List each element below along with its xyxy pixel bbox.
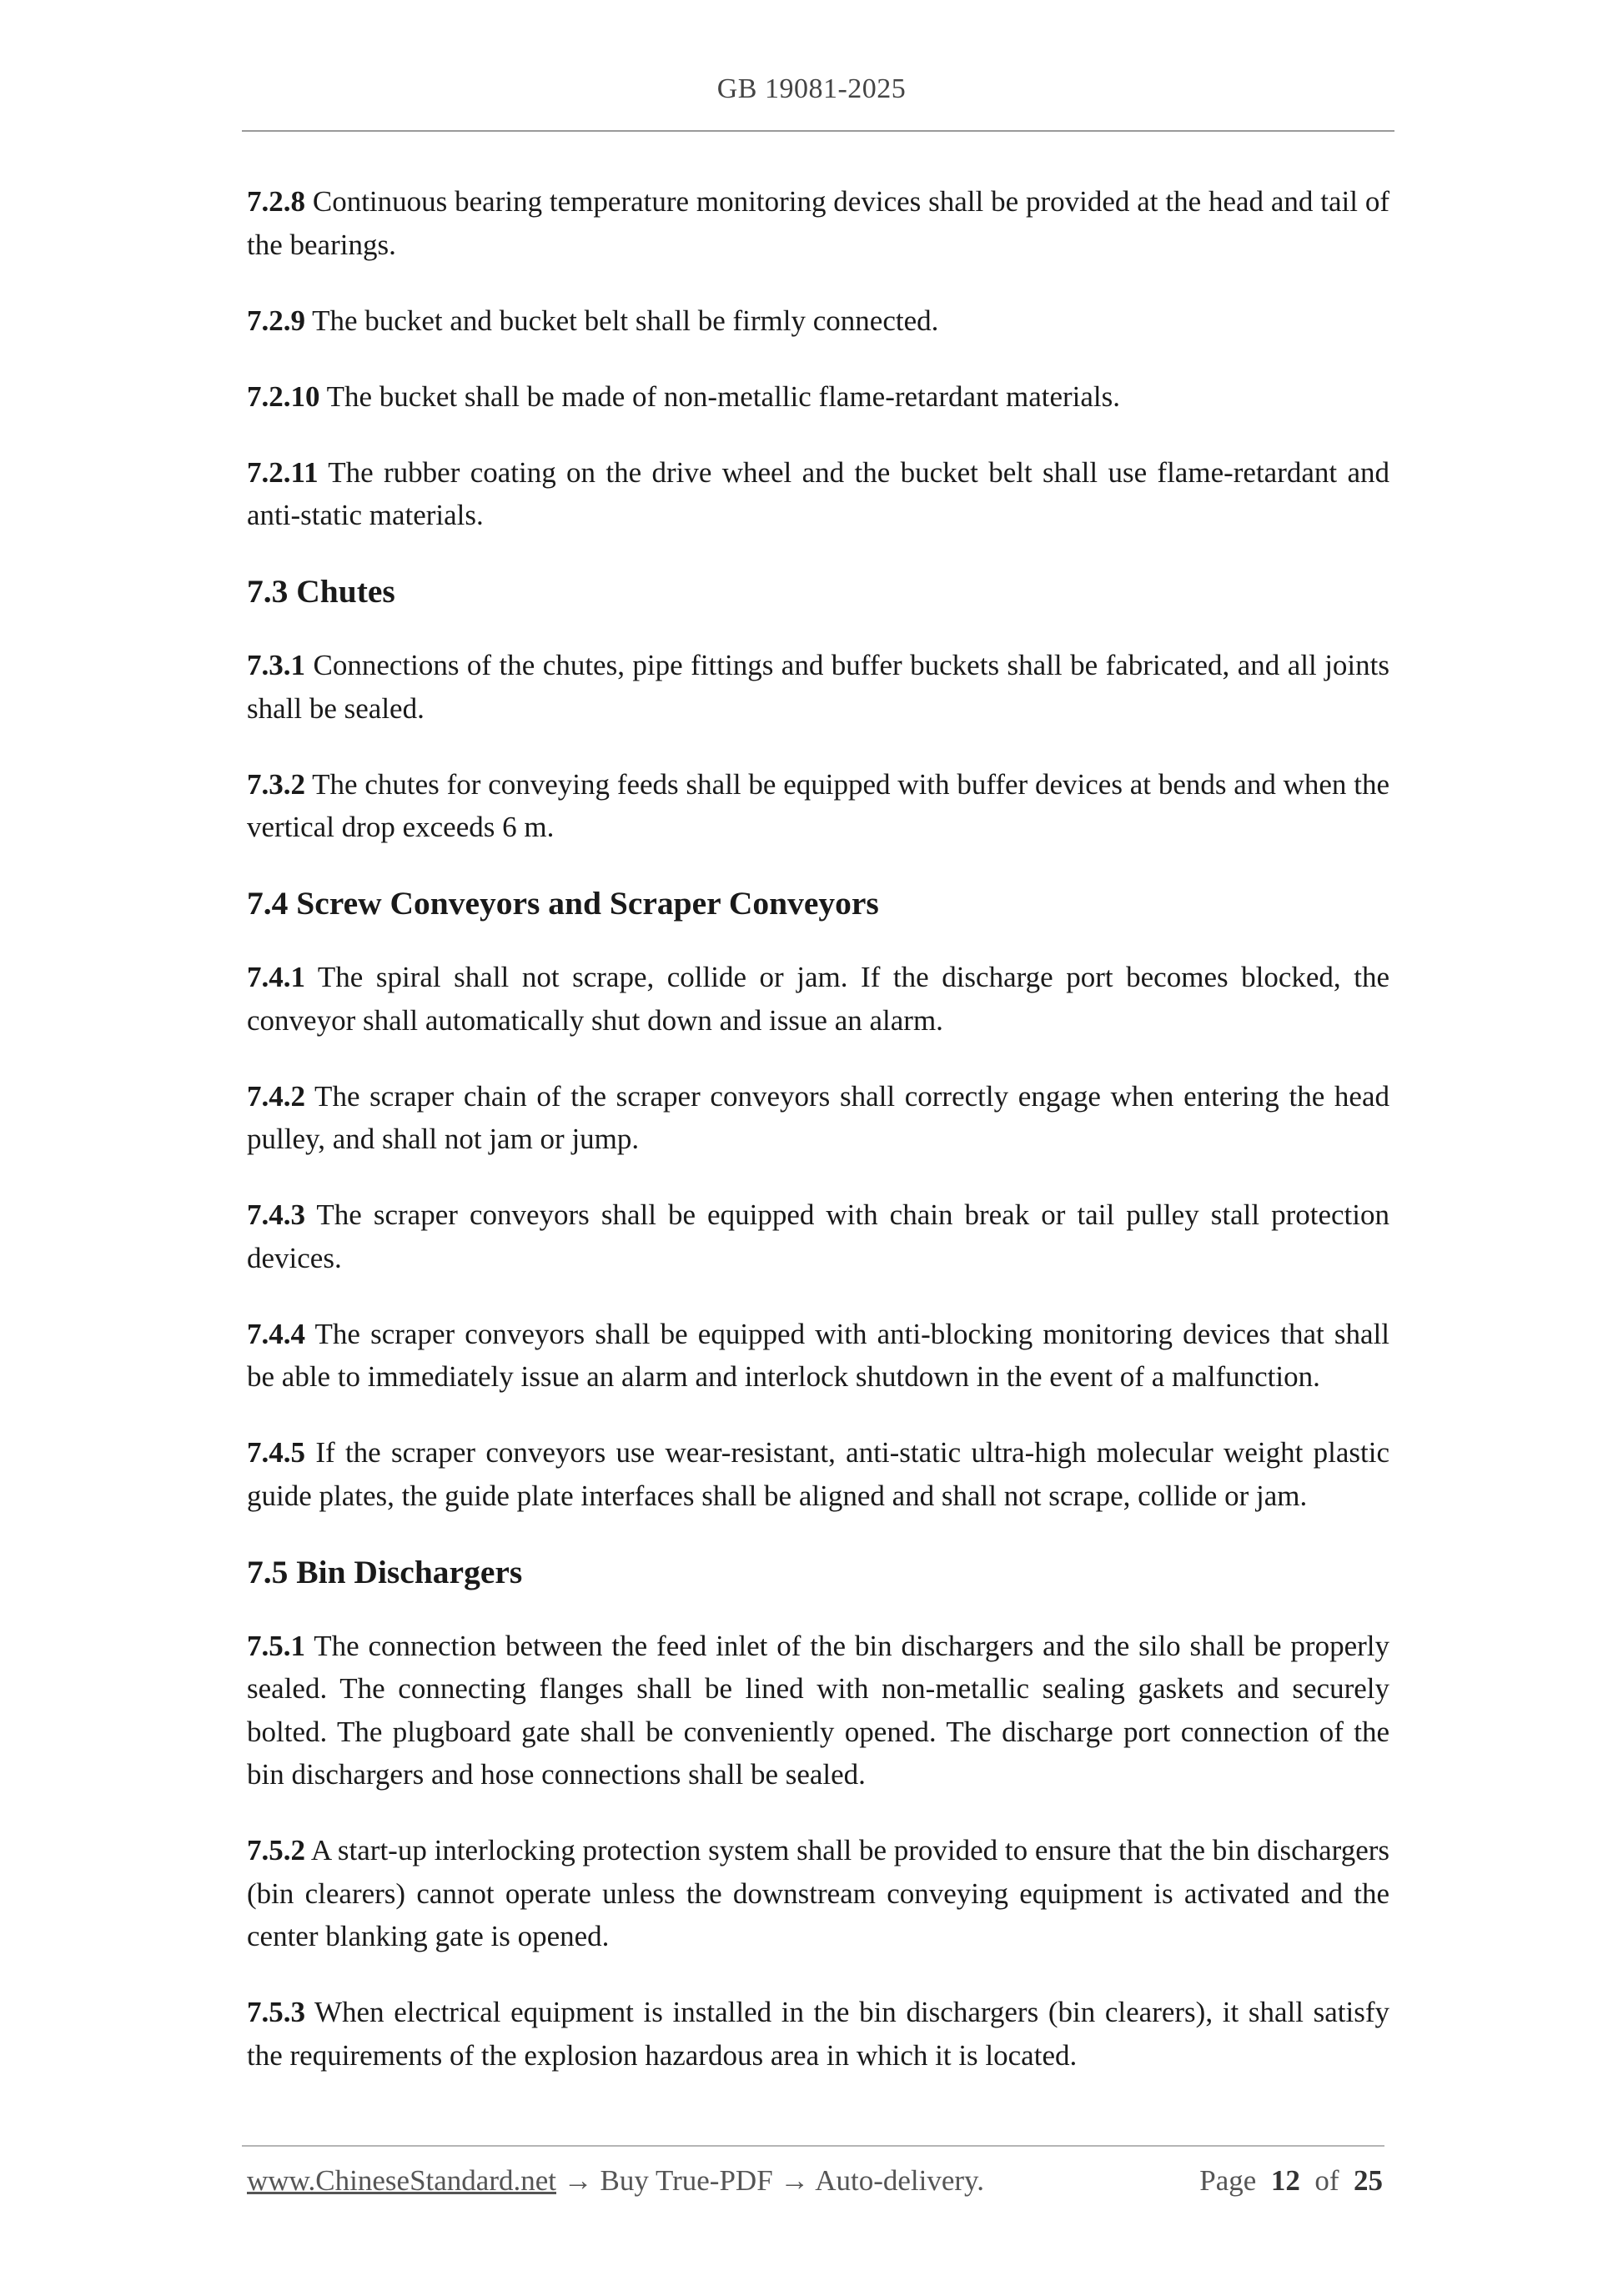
page-header-title: GB 19081-2025 [716, 73, 907, 104]
clause-number: 7.3.2 [247, 767, 305, 801]
footer-left [247, 2164, 984, 2198]
clause-number: 7.4.3 [247, 1198, 305, 1231]
clause-number: 7.2.9 [247, 304, 305, 337]
clause-7-5-1 [247, 1625, 1389, 1796]
clause-7-2-11 [247, 451, 1389, 537]
clause-number: 7.4.4 [247, 1317, 305, 1350]
clause-7-2-8 [247, 180, 1389, 266]
clause-text: When electrical equipment is installed in the bin dischargers (bin clearers), it shall satisfy the requirements of the explosion hazardous area in which it is located. [247, 1996, 1389, 2072]
clause-number: 7.5.3 [247, 1996, 305, 2028]
clause-text: Connections of the chutes, pipe fittings and buffer buckets shall be fabricated, and all joints shall be sealed. [247, 649, 1389, 725]
section-heading-7-4: 7.4 Screw Conveyors and Scraper Conveyors [247, 885, 879, 922]
clause-7-2-10 [247, 375, 1389, 419]
header-divider [242, 130, 1394, 132]
site-link[interactable]: www.ChineseStandard.net [247, 2164, 556, 2197]
clause-7-4-2 [247, 1075, 1389, 1161]
clause-number: 7.4.5 [247, 1436, 305, 1469]
section-heading-7-5: 7.5 Bin Dischargers [247, 1553, 523, 1590]
clause-number: 7.2.10 [247, 379, 320, 413]
footer-divider [242, 2145, 1384, 2147]
page-footer [247, 2164, 1383, 2198]
clause-text: The scraper conveyors shall be equipped with chain break or tail pulley stall protection devices. [247, 1198, 1389, 1274]
clause-number: 7.4.2 [247, 1079, 305, 1113]
page-total: 25 [1354, 2164, 1383, 2197]
clause-number: 7.4.1 [247, 961, 305, 993]
clause-text: If the scraper conveyors use wear-resistant, anti-static ultra-high molecular weight plastic guide plates, the guide plate interfaces shall be aligned and shall not scrape, collide or jam. [247, 1436, 1389, 1512]
clause-text: The bucket shall be made of non-metallic flame-retardant materials. [319, 379, 1121, 413]
clause-7-5-3 [247, 1991, 1389, 2077]
clause-text: The connection between the feed inlet of the bin dischargers and the silo shall be properly sealed. The connecting flanges shall be lined with non-metallic sealing gaskets and securely bolted. The plugboard gate shall be conveniently opened. The discharge port connection of the bin dischargers and hose connections shall be sealed. [247, 1629, 1389, 1791]
clause-number: 7.3.1 [247, 649, 305, 681]
clause-7-5-2 [247, 1829, 1389, 1958]
clause-number: 7.2.11 [247, 455, 319, 489]
clause-text: The scraper conveyors shall be equipped with anti-blocking monitoring devices that shall be able to immediately issue an alarm and interlock shutdown in the event of a malfunction. [247, 1317, 1389, 1393]
clause-7-4-4 [247, 1313, 1389, 1399]
clause-7-4-3 [247, 1193, 1389, 1279]
footer-tagline: → Buy True-PDF → Auto-delivery. [556, 2164, 985, 2197]
clause-text: Continuous bearing temperature monitoring devices shall be provided at the head and tail of the bearings. [247, 185, 1389, 261]
clause-text: The spiral shall not scrape, collide or jam. If the discharge port becomes blocked, the conveyor shall automatically shut down and issue an alarm. [247, 961, 1389, 1037]
clause-text: A start-up interlocking protection system shall be provided to ensure that the bin dischargers (bin clearers) cannot operate unless the downstream conveying equipment is activated and the center blanking gate is opened. [247, 1834, 1389, 1952]
clause-number: 7.5.1 [247, 1629, 305, 1662]
clause-7-4-5 [247, 1431, 1389, 1517]
page-of-label: of [1314, 2164, 1339, 2197]
page-label: Page [1199, 2164, 1257, 2197]
clause-7-2-9 [247, 299, 1389, 343]
clause-7-4-1 [247, 956, 1389, 1042]
clause-number: 7.5.2 [247, 1834, 305, 1866]
clause-text: The chutes for conveying feeds shall be equipped with buffer devices at bends and when the vertical drop exceeds 6 m. [247, 767, 1389, 843]
clause-7-3-2 [247, 763, 1389, 849]
clause-text: The rubber coating on the drive wheel and the bucket belt shall use flame-retardant and anti-static materials. [247, 455, 1389, 531]
section-heading-7-3: 7.3 Chutes [247, 573, 395, 610]
clause-text: The scraper chain of the scraper conveyors shall correctly engage when entering the head pulley, and shall not jam or jump. [247, 1079, 1389, 1155]
clause-number: 7.2.8 [247, 185, 305, 218]
clause-7-3-1 [247, 644, 1389, 730]
clause-text: The bucket and bucket belt shall be firmly connected. [305, 304, 939, 337]
page-current: 12 [1270, 2164, 1300, 2197]
page-number [1199, 2164, 1383, 2198]
document-body [247, 180, 1389, 2110]
